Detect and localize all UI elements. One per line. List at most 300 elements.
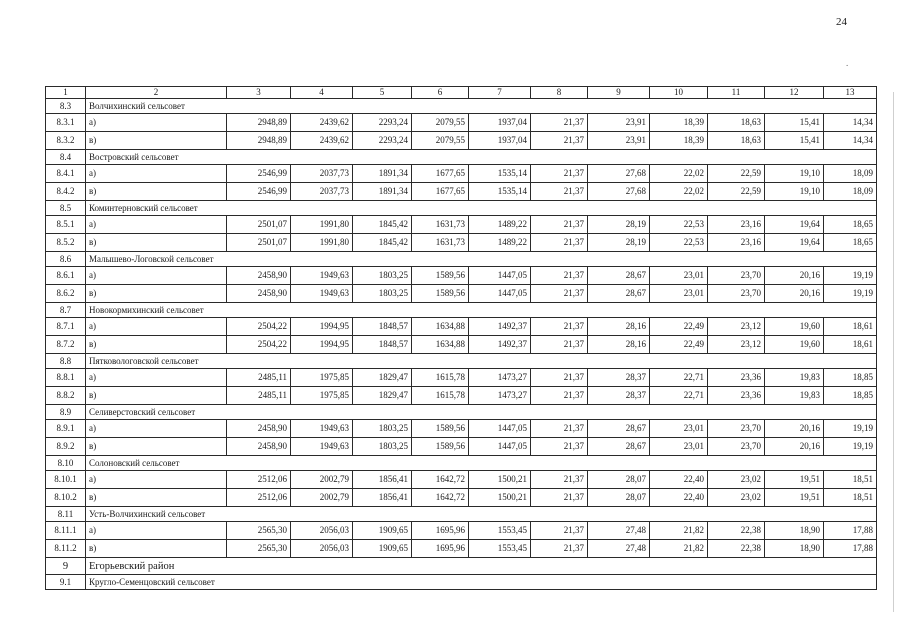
value-cell: 2458,90 xyxy=(227,438,291,456)
value-cell: 28,67 xyxy=(588,438,650,456)
value-cell: 28,16 xyxy=(588,336,650,354)
table-row xyxy=(46,522,877,540)
value-cell: 1848,57 xyxy=(353,318,412,336)
value-cell: 21,37 xyxy=(531,234,588,252)
value-cell: 1937,04 xyxy=(469,114,531,132)
value-cell: 2501,07 xyxy=(227,216,291,234)
row-label: в) xyxy=(86,540,227,558)
value-cell: 27,68 xyxy=(588,183,650,201)
value-cell: 20,16 xyxy=(765,267,824,285)
value-cell: 1949,63 xyxy=(291,285,353,303)
value-cell: 2002,79 xyxy=(291,471,353,489)
value-cell: 23,02 xyxy=(708,471,765,489)
table-row xyxy=(46,387,877,405)
value-cell: 19,60 xyxy=(765,318,824,336)
value-cell: 1553,45 xyxy=(469,540,531,558)
value-cell: 22,71 xyxy=(650,387,708,405)
value-cell: 18,61 xyxy=(824,318,877,336)
table-header-row xyxy=(46,87,877,99)
value-cell: 21,37 xyxy=(531,267,588,285)
value-cell: 1803,25 xyxy=(353,267,412,285)
row-code: 8.3.1 xyxy=(46,114,86,132)
column-header: 9 xyxy=(588,87,650,99)
value-cell: 27,48 xyxy=(588,540,650,558)
row-code: 8.4.1 xyxy=(46,165,86,183)
value-cell: 2512,06 xyxy=(227,489,291,507)
value-cell: 19,10 xyxy=(765,183,824,201)
value-cell: 21,37 xyxy=(531,522,588,540)
column-header: 13 xyxy=(824,87,877,99)
value-cell: 15,41 xyxy=(765,114,824,132)
value-cell: 1891,34 xyxy=(353,165,412,183)
value-cell: 2293,24 xyxy=(353,114,412,132)
value-cell: 21,37 xyxy=(531,216,588,234)
value-cell: 18,90 xyxy=(765,522,824,540)
section-row xyxy=(46,303,877,318)
value-cell: 2293,24 xyxy=(353,132,412,150)
value-cell: 19,19 xyxy=(824,267,877,285)
section-name: Волчихинский сельсовет xyxy=(86,99,877,114)
page-dot: . xyxy=(846,58,849,68)
value-cell: 1615,78 xyxy=(412,387,469,405)
value-cell: 21,37 xyxy=(531,489,588,507)
value-cell: 1447,05 xyxy=(469,438,531,456)
value-cell: 23,01 xyxy=(650,420,708,438)
section-name: Усть-Волчихинский сельсовет xyxy=(86,507,877,522)
column-header: 3 xyxy=(227,87,291,99)
value-cell: 1949,63 xyxy=(291,420,353,438)
row-label: а) xyxy=(86,267,227,285)
value-cell: 15,41 xyxy=(765,132,824,150)
section-row xyxy=(46,575,877,590)
value-cell: 1891,34 xyxy=(353,183,412,201)
value-cell: 28,67 xyxy=(588,267,650,285)
table-row xyxy=(46,285,877,303)
section-row xyxy=(46,99,877,114)
value-cell: 18,65 xyxy=(824,234,877,252)
row-code: 8.10.2 xyxy=(46,489,86,507)
section-row xyxy=(46,201,877,216)
row-code: 8.8.1 xyxy=(46,369,86,387)
value-cell: 1631,73 xyxy=(412,234,469,252)
value-cell: 1642,72 xyxy=(412,471,469,489)
row-code: 8.9.2 xyxy=(46,438,86,456)
value-cell: 1473,27 xyxy=(469,387,531,405)
value-cell: 1937,04 xyxy=(469,132,531,150)
row-code: 8.8.2 xyxy=(46,387,86,405)
value-cell: 19,64 xyxy=(765,234,824,252)
table-row xyxy=(46,267,877,285)
value-cell: 23,16 xyxy=(708,216,765,234)
value-cell: 1845,42 xyxy=(353,216,412,234)
column-header: 6 xyxy=(412,87,469,99)
value-cell: 22,59 xyxy=(708,165,765,183)
value-cell: 14,34 xyxy=(824,132,877,150)
value-cell: 27,48 xyxy=(588,522,650,540)
value-cell: 22,71 xyxy=(650,369,708,387)
table-row xyxy=(46,234,877,252)
value-cell: 21,37 xyxy=(531,471,588,489)
table-row xyxy=(46,540,877,558)
value-cell: 1695,96 xyxy=(412,540,469,558)
table-row xyxy=(46,471,877,489)
section-name: Востровский сельсовет xyxy=(86,150,877,165)
value-cell: 1489,22 xyxy=(469,234,531,252)
value-cell: 1803,25 xyxy=(353,438,412,456)
value-cell: 21,37 xyxy=(531,387,588,405)
value-cell: 2504,22 xyxy=(227,318,291,336)
value-cell: 1829,47 xyxy=(353,387,412,405)
page-edge-line xyxy=(893,92,894,612)
section-code: 9 xyxy=(46,558,86,575)
value-cell: 22,02 xyxy=(650,183,708,201)
value-cell: 22,38 xyxy=(708,522,765,540)
value-cell: 23,02 xyxy=(708,489,765,507)
value-cell: 1492,37 xyxy=(469,318,531,336)
value-cell: 17,88 xyxy=(824,540,877,558)
section-name: Малышево-Логовской сельсовет xyxy=(86,252,877,267)
column-header: 1 xyxy=(46,87,86,99)
value-cell: 19,64 xyxy=(765,216,824,234)
value-cell: 2948,89 xyxy=(227,114,291,132)
value-cell: 1589,56 xyxy=(412,420,469,438)
value-cell: 1447,05 xyxy=(469,267,531,285)
section-name: Коминтерновский сельсовет xyxy=(86,201,877,216)
value-cell: 1856,41 xyxy=(353,489,412,507)
value-cell: 2056,03 xyxy=(291,540,353,558)
tariff-table xyxy=(45,86,877,590)
value-cell: 23,01 xyxy=(650,267,708,285)
value-cell: 2079,55 xyxy=(412,114,469,132)
value-cell: 18,39 xyxy=(650,132,708,150)
value-cell: 21,37 xyxy=(531,165,588,183)
section-row xyxy=(46,507,877,522)
value-cell: 1535,14 xyxy=(469,165,531,183)
row-label: а) xyxy=(86,471,227,489)
section-row xyxy=(46,558,877,575)
row-code: 8.10.1 xyxy=(46,471,86,489)
value-cell: 1615,78 xyxy=(412,369,469,387)
row-label: а) xyxy=(86,165,227,183)
value-cell: 20,16 xyxy=(765,438,824,456)
value-cell: 1589,56 xyxy=(412,285,469,303)
value-cell: 23,91 xyxy=(588,114,650,132)
value-cell: 1803,25 xyxy=(353,420,412,438)
row-code: 8.6.2 xyxy=(46,285,86,303)
value-cell: 2037,73 xyxy=(291,183,353,201)
value-cell: 22,40 xyxy=(650,489,708,507)
value-cell: 1473,27 xyxy=(469,369,531,387)
column-header: 10 xyxy=(650,87,708,99)
value-cell: 28,16 xyxy=(588,318,650,336)
value-cell: 18,51 xyxy=(824,471,877,489)
value-cell: 1500,21 xyxy=(469,489,531,507)
row-label: а) xyxy=(86,420,227,438)
value-cell: 19,19 xyxy=(824,285,877,303)
table-row xyxy=(46,318,877,336)
value-cell: 28,67 xyxy=(588,285,650,303)
row-label: в) xyxy=(86,183,227,201)
table-row xyxy=(46,114,877,132)
value-cell: 19,10 xyxy=(765,165,824,183)
value-cell: 17,88 xyxy=(824,522,877,540)
value-cell: 1634,88 xyxy=(412,318,469,336)
value-cell: 19,19 xyxy=(824,420,877,438)
value-cell: 2565,30 xyxy=(227,522,291,540)
value-cell: 18,90 xyxy=(765,540,824,558)
value-cell: 18,65 xyxy=(824,216,877,234)
row-code: 8.7.2 xyxy=(46,336,86,354)
value-cell: 28,37 xyxy=(588,369,650,387)
section-code: 8.3 xyxy=(46,99,86,114)
section-row xyxy=(46,252,877,267)
value-cell: 28,37 xyxy=(588,387,650,405)
value-cell: 19,83 xyxy=(765,369,824,387)
value-cell: 1500,21 xyxy=(469,471,531,489)
value-cell: 2458,90 xyxy=(227,420,291,438)
value-cell: 18,09 xyxy=(824,165,877,183)
value-cell: 1535,14 xyxy=(469,183,531,201)
value-cell: 22,49 xyxy=(650,318,708,336)
value-cell: 2948,89 xyxy=(227,132,291,150)
value-cell: 19,83 xyxy=(765,387,824,405)
value-cell: 22,49 xyxy=(650,336,708,354)
section-row xyxy=(46,456,877,471)
value-cell: 2546,99 xyxy=(227,165,291,183)
value-cell: 21,82 xyxy=(650,522,708,540)
value-cell: 1845,42 xyxy=(353,234,412,252)
value-cell: 1994,95 xyxy=(291,336,353,354)
value-cell: 18,61 xyxy=(824,336,877,354)
row-code: 8.5.2 xyxy=(46,234,86,252)
section-row xyxy=(46,354,877,369)
value-cell: 2002,79 xyxy=(291,489,353,507)
value-cell: 1677,65 xyxy=(412,183,469,201)
value-cell: 22,38 xyxy=(708,540,765,558)
value-cell: 14,34 xyxy=(824,114,877,132)
column-header: 5 xyxy=(353,87,412,99)
value-cell: 19,51 xyxy=(765,471,824,489)
value-cell: 28,19 xyxy=(588,234,650,252)
section-code: 8.7 xyxy=(46,303,86,318)
row-code: 8.3.2 xyxy=(46,132,86,150)
row-label: в) xyxy=(86,387,227,405)
column-header: 7 xyxy=(469,87,531,99)
value-cell: 1994,95 xyxy=(291,318,353,336)
value-cell: 1803,25 xyxy=(353,285,412,303)
value-cell: 23,01 xyxy=(650,438,708,456)
row-code: 8.4.2 xyxy=(46,183,86,201)
value-cell: 2501,07 xyxy=(227,234,291,252)
column-header: 8 xyxy=(531,87,588,99)
table-row xyxy=(46,183,877,201)
value-cell: 1589,56 xyxy=(412,267,469,285)
section-name: Пятковологовской сельсовет xyxy=(86,354,877,369)
value-cell: 21,37 xyxy=(531,183,588,201)
value-cell: 21,37 xyxy=(531,438,588,456)
value-cell: 2546,99 xyxy=(227,183,291,201)
value-cell: 23,70 xyxy=(708,438,765,456)
table-body xyxy=(46,87,877,590)
row-label: а) xyxy=(86,522,227,540)
value-cell: 1589,56 xyxy=(412,438,469,456)
value-cell: 19,60 xyxy=(765,336,824,354)
section-code: 8.4 xyxy=(46,150,86,165)
table-row xyxy=(46,489,877,507)
value-cell: 28,07 xyxy=(588,489,650,507)
value-cell: 28,67 xyxy=(588,420,650,438)
value-cell: 20,16 xyxy=(765,285,824,303)
row-code: 8.11.2 xyxy=(46,540,86,558)
section-code: 8.5 xyxy=(46,201,86,216)
section-name: Егорьевский район xyxy=(86,558,877,575)
value-cell: 1909,65 xyxy=(353,522,412,540)
value-cell: 1631,73 xyxy=(412,216,469,234)
section-code: 8.8 xyxy=(46,354,86,369)
value-cell: 1949,63 xyxy=(291,267,353,285)
value-cell: 21,37 xyxy=(531,132,588,150)
section-code: 8.9 xyxy=(46,405,86,420)
value-cell: 23,12 xyxy=(708,318,765,336)
value-cell: 18,85 xyxy=(824,387,877,405)
value-cell: 23,36 xyxy=(708,387,765,405)
value-cell: 23,70 xyxy=(708,267,765,285)
value-cell: 18,09 xyxy=(824,183,877,201)
section-name: Селиверстовский сельсовет xyxy=(86,405,877,420)
column-header: 4 xyxy=(291,87,353,99)
value-cell: 19,51 xyxy=(765,489,824,507)
value-cell: 2504,22 xyxy=(227,336,291,354)
value-cell: 18,85 xyxy=(824,369,877,387)
column-header: 11 xyxy=(708,87,765,99)
value-cell: 2439,62 xyxy=(291,132,353,150)
value-cell: 1829,47 xyxy=(353,369,412,387)
section-name: Новокормихинский сельсовет xyxy=(86,303,877,318)
row-label: а) xyxy=(86,369,227,387)
row-label: а) xyxy=(86,216,227,234)
value-cell: 2458,90 xyxy=(227,267,291,285)
value-cell: 1447,05 xyxy=(469,420,531,438)
value-cell: 22,53 xyxy=(650,216,708,234)
row-code: 8.5.1 xyxy=(46,216,86,234)
row-label: в) xyxy=(86,438,227,456)
value-cell: 1695,96 xyxy=(412,522,469,540)
row-label: в) xyxy=(86,234,227,252)
value-cell: 2565,30 xyxy=(227,540,291,558)
value-cell: 21,37 xyxy=(531,369,588,387)
row-label: а) xyxy=(86,114,227,132)
value-cell: 2439,62 xyxy=(291,114,353,132)
row-code: 8.11.1 xyxy=(46,522,86,540)
value-cell: 1553,45 xyxy=(469,522,531,540)
value-cell: 21,82 xyxy=(650,540,708,558)
value-cell: 18,51 xyxy=(824,489,877,507)
value-cell: 22,40 xyxy=(650,471,708,489)
value-cell: 23,70 xyxy=(708,420,765,438)
column-header: 12 xyxy=(765,87,824,99)
value-cell: 22,53 xyxy=(650,234,708,252)
value-cell: 1949,63 xyxy=(291,438,353,456)
value-cell: 23,70 xyxy=(708,285,765,303)
value-cell: 27,68 xyxy=(588,165,650,183)
value-cell: 1975,85 xyxy=(291,387,353,405)
value-cell: 2037,73 xyxy=(291,165,353,183)
value-cell: 1492,37 xyxy=(469,336,531,354)
section-code: 8.10 xyxy=(46,456,86,471)
value-cell: 2458,90 xyxy=(227,285,291,303)
value-cell: 2485,11 xyxy=(227,369,291,387)
section-code: 8.11 xyxy=(46,507,86,522)
value-cell: 18,39 xyxy=(650,114,708,132)
value-cell: 22,59 xyxy=(708,183,765,201)
value-cell: 1991,80 xyxy=(291,216,353,234)
value-cell: 21,37 xyxy=(531,285,588,303)
row-label: в) xyxy=(86,336,227,354)
value-cell: 23,91 xyxy=(588,132,650,150)
value-cell: 2512,06 xyxy=(227,471,291,489)
value-cell: 23,16 xyxy=(708,234,765,252)
value-cell: 1634,88 xyxy=(412,336,469,354)
value-cell: 2056,03 xyxy=(291,522,353,540)
section-name: Кругло-Семенцовский сельсовет xyxy=(86,575,877,590)
table-row xyxy=(46,216,877,234)
section-code: 8.6 xyxy=(46,252,86,267)
table-row xyxy=(46,420,877,438)
section-row xyxy=(46,150,877,165)
column-header: 2 xyxy=(86,87,227,99)
value-cell: 20,16 xyxy=(765,420,824,438)
value-cell: 1975,85 xyxy=(291,369,353,387)
value-cell: 18,63 xyxy=(708,132,765,150)
tariff-table-container xyxy=(45,86,876,590)
value-cell: 28,07 xyxy=(588,471,650,489)
table-row xyxy=(46,132,877,150)
row-code: 8.6.1 xyxy=(46,267,86,285)
row-label: в) xyxy=(86,132,227,150)
row-label: в) xyxy=(86,285,227,303)
value-cell: 2485,11 xyxy=(227,387,291,405)
section-row xyxy=(46,405,877,420)
section-code: 9.1 xyxy=(46,575,86,590)
value-cell: 1489,22 xyxy=(469,216,531,234)
value-cell: 21,37 xyxy=(531,420,588,438)
value-cell: 23,01 xyxy=(650,285,708,303)
table-row xyxy=(46,165,877,183)
row-label: в) xyxy=(86,489,227,507)
value-cell: 1991,80 xyxy=(291,234,353,252)
row-label: а) xyxy=(86,318,227,336)
value-cell: 1856,41 xyxy=(353,471,412,489)
value-cell: 21,37 xyxy=(531,336,588,354)
value-cell: 23,12 xyxy=(708,336,765,354)
value-cell: 1848,57 xyxy=(353,336,412,354)
table-row xyxy=(46,369,877,387)
value-cell: 1447,05 xyxy=(469,285,531,303)
value-cell: 18,63 xyxy=(708,114,765,132)
value-cell: 21,37 xyxy=(531,114,588,132)
value-cell: 19,19 xyxy=(824,438,877,456)
value-cell: 23,36 xyxy=(708,369,765,387)
value-cell: 21,37 xyxy=(531,318,588,336)
value-cell: 28,19 xyxy=(588,216,650,234)
page-number: 24 xyxy=(836,16,847,28)
row-code: 8.9.1 xyxy=(46,420,86,438)
value-cell: 22,02 xyxy=(650,165,708,183)
value-cell: 1909,65 xyxy=(353,540,412,558)
table-row xyxy=(46,336,877,354)
row-code: 8.7.1 xyxy=(46,318,86,336)
value-cell: 1642,72 xyxy=(412,489,469,507)
